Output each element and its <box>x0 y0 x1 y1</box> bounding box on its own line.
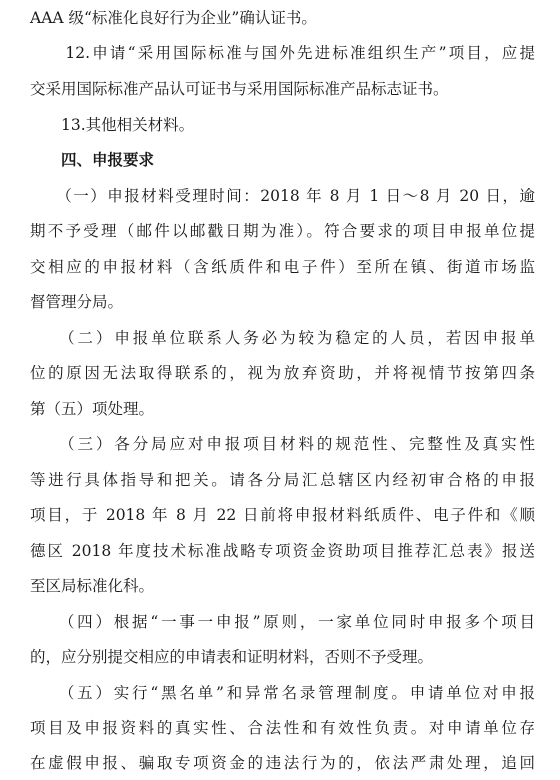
body-text-line: （二）申报单位联系人务必为较为稳定的人员，若因申报单 <box>30 329 535 347</box>
body-text-line: 德区 2018 年度技术标准战略专项资金资助项目推荐汇总表》报送 <box>30 542 535 560</box>
section-heading: 四、申报要求 <box>30 151 155 169</box>
body-text-line: 项目，于 2018 年 8 月 22 日前将申报材料纸质件、电子件和《顺 <box>30 506 535 524</box>
body-text-line: AAA 级“标准化良好行为企业”确认证书。 <box>30 9 317 27</box>
body-text-line: 第（五）项处理。 <box>30 400 155 418</box>
body-text-line: 交采用国际标准产品认可证书与采用国际标准产品标志证书。 <box>30 80 449 98</box>
body-text-line: 督管理分局。 <box>30 293 124 311</box>
body-text-line: 交相应的申报材料（含纸质件和电子件）至所在镇、街道市场监 <box>30 258 535 276</box>
body-text-line: （一）申报材料受理时间：2018 年 8 月 1 日～8 月 20 日，逾 <box>30 187 535 205</box>
body-text-line: 至区局标准化科。 <box>30 577 155 595</box>
body-text-line: 位的原因无法取得联系的，视为放弃资助，并将视情节按第四条 <box>30 364 535 382</box>
body-text-line: （三）各分局应对申报项目材料的规范性、完整性及真实性 <box>30 435 535 453</box>
body-text-line: 在虚假申报、骗取专项资金的违法行为的，依法严肃处理，追回 <box>30 754 535 772</box>
body-text-line: 12.申请“采用国际标准与国外先进标准组织生产”项目，应提 <box>30 44 535 62</box>
body-text-line: 的，应分别提交相应的申请表和证明材料，否则不予受理。 <box>30 648 434 666</box>
body-text-line: 期不予受理（邮件以邮戳日期为准）。符合要求的项目申报单位提 <box>30 222 535 240</box>
body-text-line: （五）实行“黑名单”和异常名录管理制度。申请单位对申报 <box>30 684 535 702</box>
body-text-line: 等进行具体指导和把关。请各分局汇总辖区内经初审合格的申报 <box>30 471 535 489</box>
body-text-line: （四）根据“一事一申报”原则，一家单位同时申报多个项目 <box>30 613 535 631</box>
body-text-line: 项目及申报资料的真实性、合法性和有效性负责。对申请单位存 <box>30 719 535 737</box>
body-text-line: 13.其他相关材料。 <box>30 116 195 134</box>
